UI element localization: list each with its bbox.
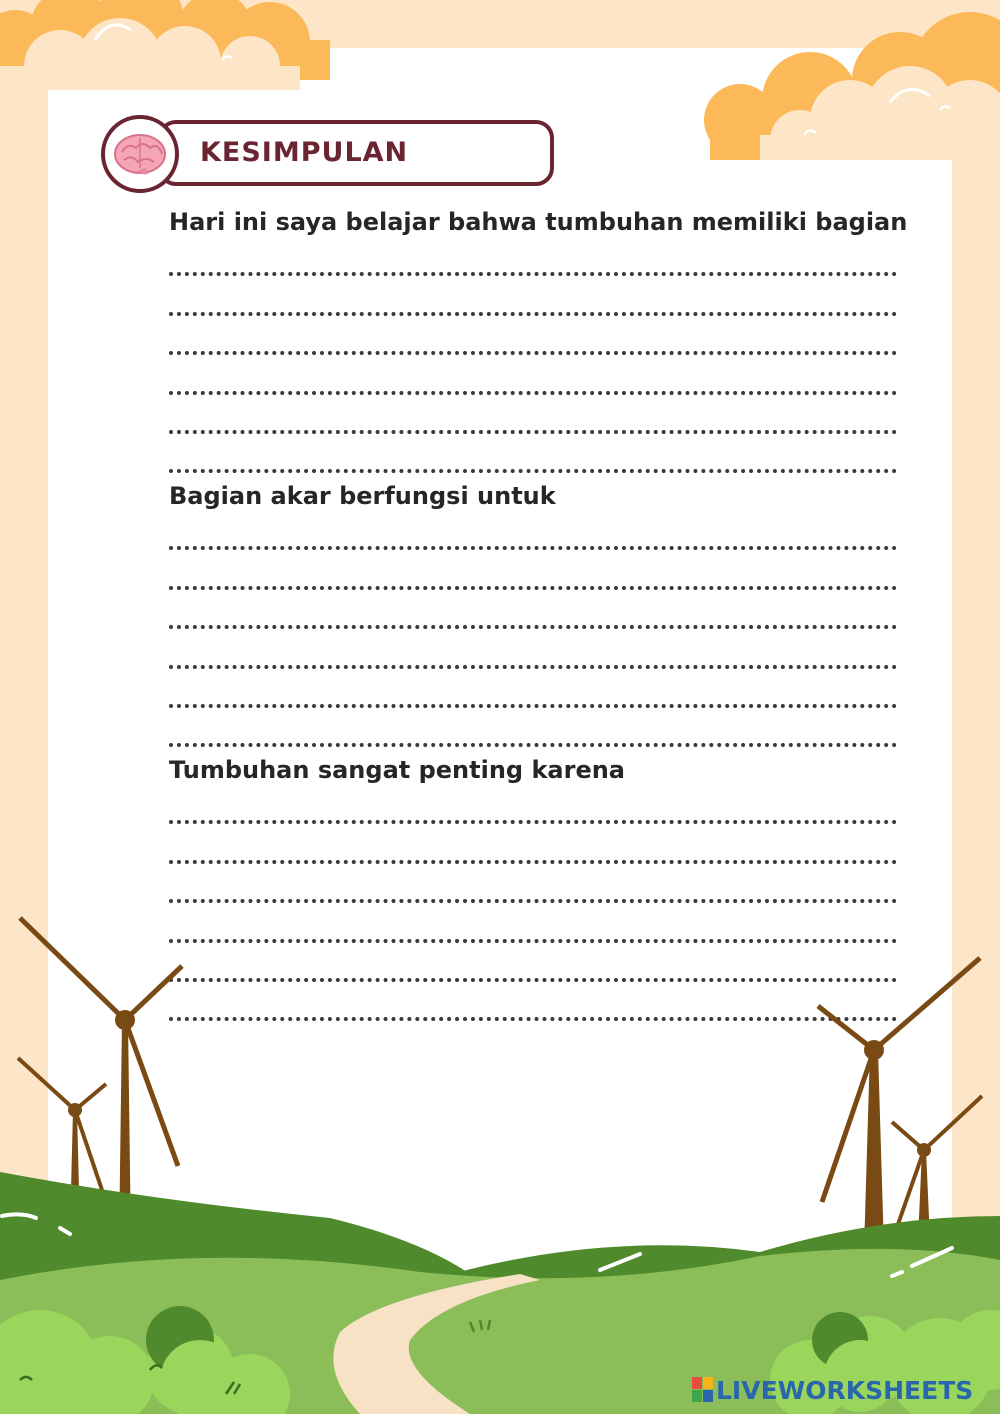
- heading-title: KESIMPULAN: [200, 137, 409, 168]
- section-parts: [169, 207, 908, 473]
- prompt-text: Tumbuhan sangat penting karena: [169, 756, 625, 784]
- wind-turbine-large-right: [818, 958, 980, 1250]
- answer-line[interactable]: [169, 550, 897, 589]
- liveworksheets-logo-icon: [692, 1377, 714, 1403]
- landscape-illustration: [0, 900, 1000, 1414]
- watermark-text: LIVEWORKSHEETS: [716, 1375, 974, 1405]
- answer-line[interactable]: [169, 316, 897, 355]
- answer-line[interactable]: [169, 355, 897, 394]
- cloud-decoration-right: [700, 10, 1000, 160]
- watermark: [692, 1374, 973, 1406]
- answer-line[interactable]: [169, 669, 897, 708]
- answer-line[interactable]: [169, 824, 897, 863]
- answer-line[interactable]: [169, 511, 897, 550]
- answer-line[interactable]: [169, 590, 897, 629]
- section-roots: [169, 481, 897, 747]
- answer-line[interactable]: [169, 864, 897, 903]
- answer-line[interactable]: [169, 434, 897, 473]
- answer-line[interactable]: [169, 237, 897, 276]
- prompt-text: Hari ini saya belajar bahwa tumbuhan memiliki bagian: [169, 208, 908, 236]
- answer-line[interactable]: [169, 708, 897, 747]
- answer-line[interactable]: [169, 629, 897, 668]
- brain-icon: [100, 114, 180, 194]
- cloud-decoration-left: [0, 0, 340, 90]
- answer-line[interactable]: [169, 276, 897, 315]
- answer-line[interactable]: [169, 785, 897, 824]
- answer-line[interactable]: [169, 395, 897, 434]
- prompt-text: Bagian akar berfungsi untuk: [169, 482, 556, 510]
